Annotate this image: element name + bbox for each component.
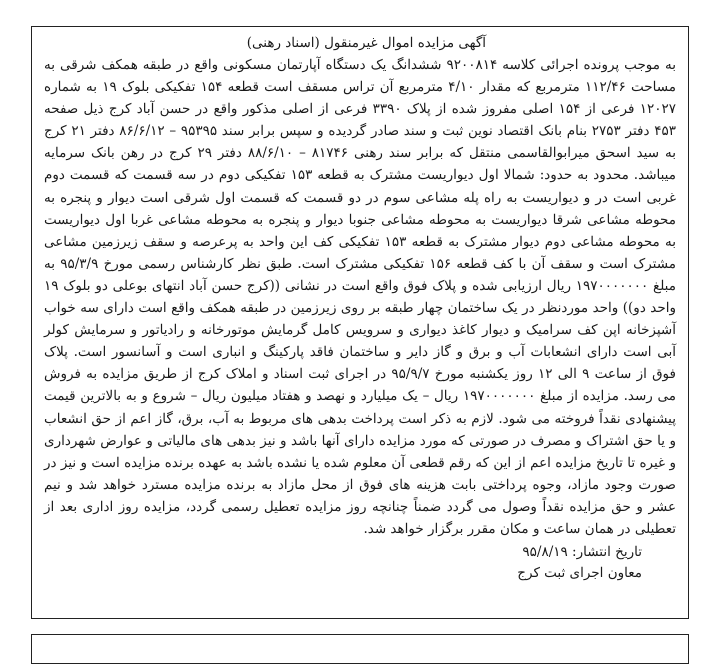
notice-title: آگهی مزایده اموال غیرمنقول (اسناد رهنی) bbox=[246, 35, 486, 51]
publish-date: تاریخ انتشار: ۹۵/۸/۱۹ bbox=[522, 544, 642, 561]
auction-notice bbox=[31, 26, 689, 619]
signature: معاون اجرای ثبت کرج bbox=[517, 565, 642, 582]
next-notice-box bbox=[31, 634, 689, 664]
notice-body: به موجب پرونده اجرائی کلاسه ۹۲۰۰۸۱۴ ششدانگ یک دستگاه آپارتمان مسکونی واقع در طبقه همکف شرقی به مساحت ۱۱۲/۴۶ مترمربع که مقدار ۴/۱۰ مترمربع آن تراس مسقف است قطعه ۱۵۴ تفکیکی بلوک ۱۹ به شماره ۱۲۰۲۷ فرعی از ۱۵۴ اصلی مفروز شده از پلاک ۳۳۹۰ فرعی از اصلی مذکور واقع در حسن آباد کرج ذیل صفحه ۴۵۳ دفتر ۲۷۵۳ بنام بانک اقتصاد نوین ثبت و سند صادر گردیده و سپس برابر سند ۹۵۳۹۵ – ۸۶/۶/۱۲ دفتر ۲۱ کرج به سید اسحق میرابوالقاسمی منتقل که برابر سند رهنی ۸۱۷۴۶ – ۸۸/۶/۱۰ دفتر ۲۹ کرج در رهن بانک سرمایه میباشد. محدود به حدود: شمالا اول دیواریست مشترک به قطعه ۱۵۳ تفکیکی دوم در سه قسمت که قسمت دوم غربی است در و دیواریست به راه پله مشاعی سوم در دو قسمت که قسمت اول شرقی است دیوار و پنجره به محوطه مشاعی شرقا دیواریست به محوطه مشاعی جنوبا دیوار و پنجره به محوطه مشاعی غربا اول دیواریست به محوطه مشاعی دوم دیوار مشترک به قطعه ۱۵۳ تفکیکی کف این واحد به پرعرصه و سقف زیرزمین مشاعی مشترک است و سقف آن با کف قطعه ۱۵۶ تفکیکی مشترک است. طبق نظر کارشناس رسمی مورخ ۹۵/۳/۹ به مبلغ ۱۹۷۰۰۰۰۰۰۰ ریال ارزیابی شده و پلاک فوق واقع است در نشانی ((کرج حسن آباد انتهای بوعلی دو بلوک ۱۹ واحد دو)) واحد موردنظر در یک ساختمان چهار طبقه بر روی زیرزمین در طبقه همکف واقع است دارای سه خواب آشپزخانه اپن کف سرامیک و دیوار کاغذ دیواری و سرویس کامل گرمایش موتورخانه و رادیاتور و سرمایش کولر آبی است دارای انشعابات آب و برق و گاز دایر و ساختمان فاقد پارکینگ و انباری است و آسانسور است. پلاک فوق از ساعت ۹ الی ۱۲ روز یکشنبه مورخ ۹۵/۹/۷ در اجرای ثبت اسناد و املاک کرج از طریق مزایده به فروش می رسد. مزایده از مبلغ ۱۹۷۰۰۰۰۰۰۰ ریال – یک میلیارد و نهصد و هفتاد میلیون ریال – شروع و به بالاترین قیمت پیشنهادی نقداً فروخته می شود. لازم به ذکر است پرداخت بدهی های مربوط به آب، برق، گاز اعم از حق انشعاب و یا حق اشتراک و مصرف در صورتی که مورد مزایده دارای آنها باشد و نیز بدهی های مالیاتی و عوارض شهرداری و غیره تا تاریخ مزایده اعم از این که رقم قطعی آن معلوم شده یا نشده باشد به عهده برنده مزایده است و نیز در صورت وجود مازاد، وجوه پرداختی بابت هزینه های فوق از محل مازاد به برنده مزایده مسترد خواهد شد و نیم عشر و حق مزایده نقداً وصول می گردد ضمناً چنانچه روز مزایده تعطیل رسمی گردد، مزایده روز اداری بعد از تعطیلی در همان ساعت و مکان مقرر برگزار خواهد شد. bbox=[44, 57, 677, 537]
notice-footer bbox=[44, 542, 676, 584]
